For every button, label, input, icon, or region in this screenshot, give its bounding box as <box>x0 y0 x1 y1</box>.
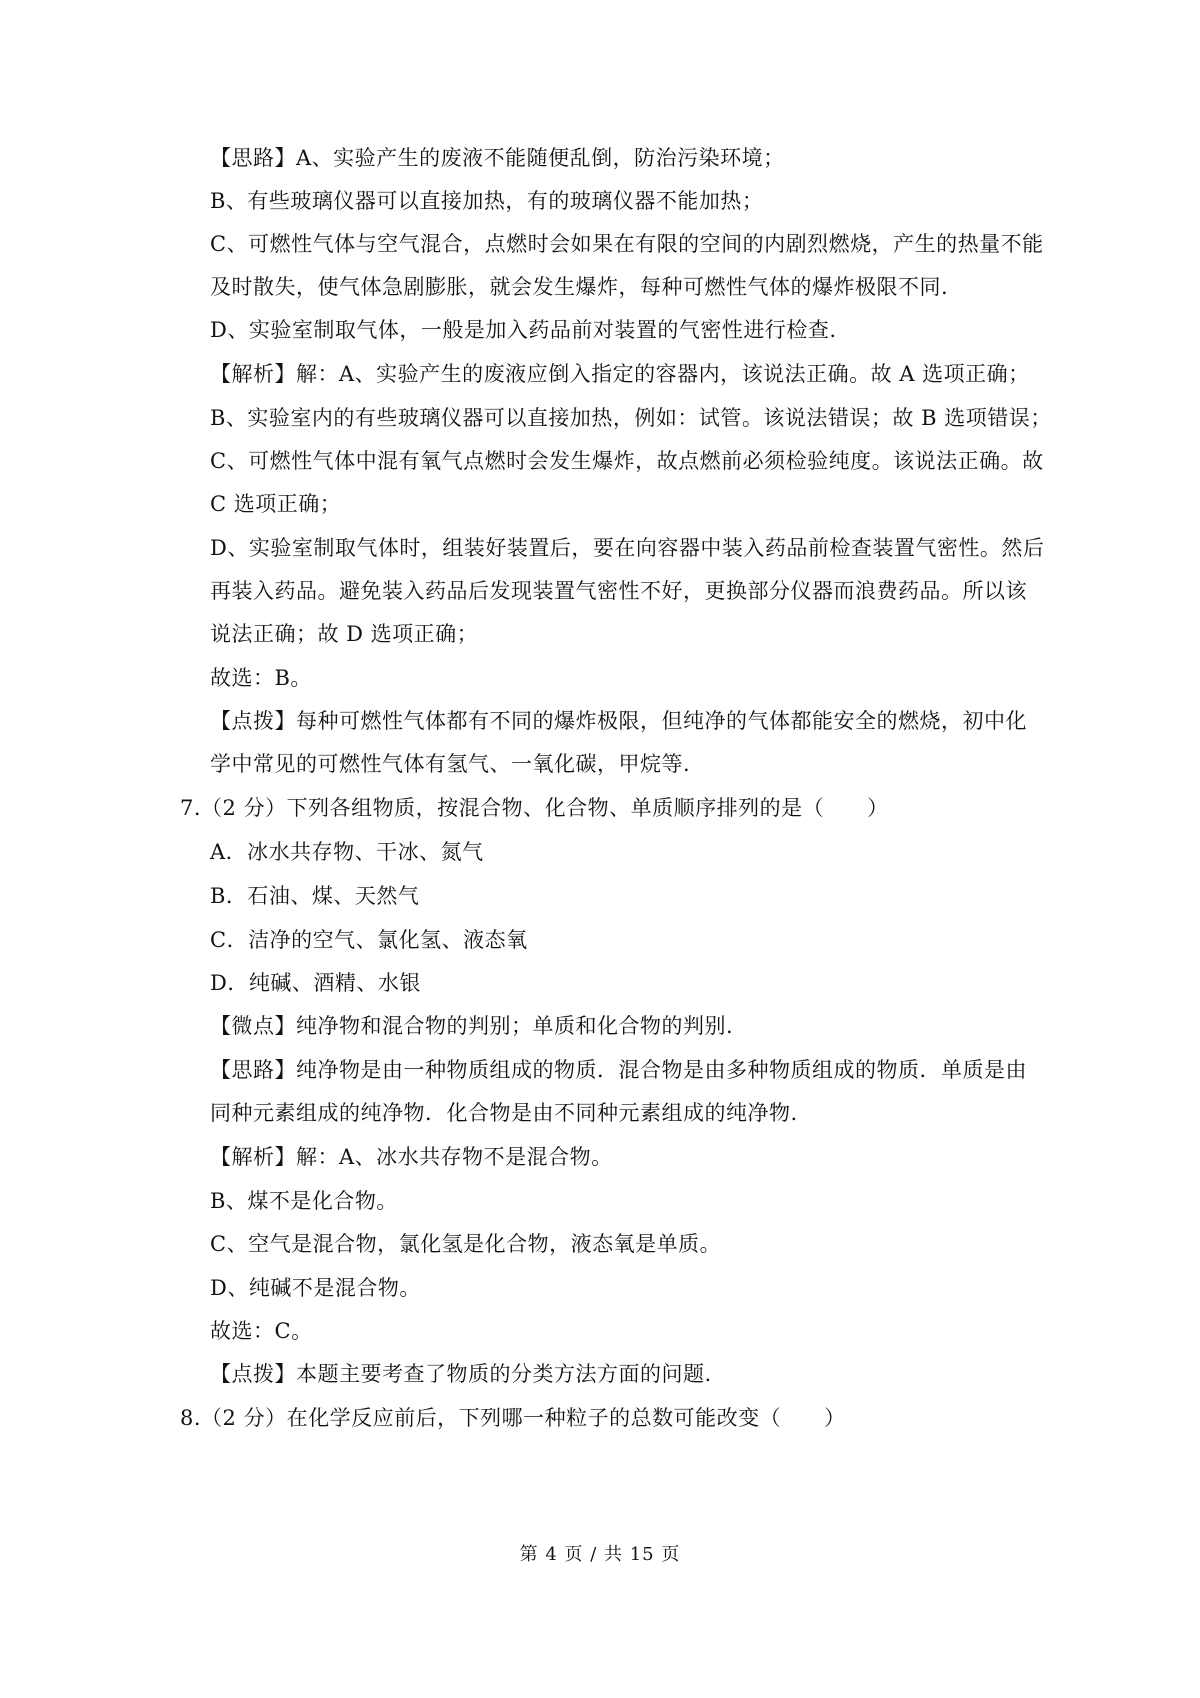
q7-option-c: C．洁净的空气、氯化氢、液态氧 <box>210 928 528 952</box>
q7-option-d: D．纯碱、酒精、水银 <box>210 971 421 995</box>
q7-jiexi-d: D、纯碱不是混合物。 <box>210 1276 421 1300</box>
q6-jiexi-d-line2: 再装入药品。避免装入药品后发现装置气密性不好，更换部分仪器而浪费药品。所以该 <box>210 579 1027 603</box>
q7-answer: 故选：C。 <box>210 1319 313 1343</box>
q6-jiexi-d-line3: 说法正确；故 D 选项正确； <box>210 622 479 646</box>
q6-jiexi-c-line2: C 选项正确； <box>210 492 342 516</box>
q6-silu: 【思路】A、实验产生的废液不能随便乱倒，防治污染环境； <box>210 146 785 170</box>
q8-stem: 8.（2 分）在化学反应前后，下列哪一种粒子的总数可能改变（ ） <box>180 1406 846 1430</box>
q6-jiexi-b: B、实验室内的有些玻璃仪器可以直接加热，例如：试管。该说法错误；故 B 选项错误； <box>210 406 1052 430</box>
q6-silu-c-line1: C、可燃性气体与空气混合，点燃时会如果在有限的空间的内剧烈燃烧，产生的热量不能 <box>210 232 1044 256</box>
q7-option-b: B．石油、煤、天然气 <box>210 884 420 908</box>
q7-jiexi-b: B、煤不是化合物。 <box>210 1189 398 1213</box>
q6-dianbo-line1: 【点拨】每种可燃性气体都有不同的爆炸极限，但纯净的气体都能安全的燃烧，初中化 <box>210 709 1027 733</box>
q7-option-a: A．冰水共存物、干冰、氮气 <box>210 840 484 864</box>
q7-dianbo: 【点拨】本题主要考查了物质的分类方法方面的问题. <box>210 1362 712 1386</box>
q6-silu-c-line2: 及时散失，使气体急剧膨胀，就会发生爆炸，每种可燃性气体的爆炸极限不同. <box>210 275 949 299</box>
q6-jiexi: 【解析】解：A、实验产生的废液应倒入指定的容器内，该说法正确。故 A 选项正确； <box>210 362 1030 386</box>
q6-jiexi-c-line1: C、可燃性气体中混有氧气点燃时会发生爆炸，故点燃前必须检验纯度。该说法正确。故 <box>210 449 1044 473</box>
q6-jiexi-d-line1: D、实验室制取气体时，组装好装置后，要在向容器中装入药品前检查装置气密性。然后 <box>210 536 1045 560</box>
q7-silu-line1: 【思路】纯净物是由一种物质组成的物质．混合物是由多种物质组成的物质．单质是由 <box>210 1058 1027 1082</box>
q7-jiexi-c: C、空气是混合物，氯化氢是化合物，液态氧是单质。 <box>210 1232 722 1256</box>
q7-weidian: 【微点】纯净物和混合物的判别；单质和化合物的判别. <box>210 1014 734 1038</box>
q6-dianbo-line2: 学中常见的可燃性气体有氢气、一氧化碳，甲烷等. <box>210 752 691 776</box>
q7-silu-line2: 同种元素组成的纯净物．化合物是由不同种元素组成的纯净物. <box>210 1101 798 1125</box>
q7-jiexi: 【解析】解：A、冰水共存物不是混合物。 <box>210 1145 613 1169</box>
q6-silu-b: B、有些玻璃仪器可以直接加热，有的玻璃仪器不能加热； <box>210 189 764 213</box>
q6-silu-d: D、实验室制取气体，一般是加入药品前对装置的气密性进行检查. <box>210 318 837 342</box>
page-footer: 第 4 页 / 共 15 页 <box>519 1544 681 1565</box>
q6-answer: 故选：B。 <box>210 666 312 690</box>
q7-stem: 7.（2 分）下列各组物质，按混合物、化合物、单质顺序排列的是（ ） <box>180 796 889 820</box>
